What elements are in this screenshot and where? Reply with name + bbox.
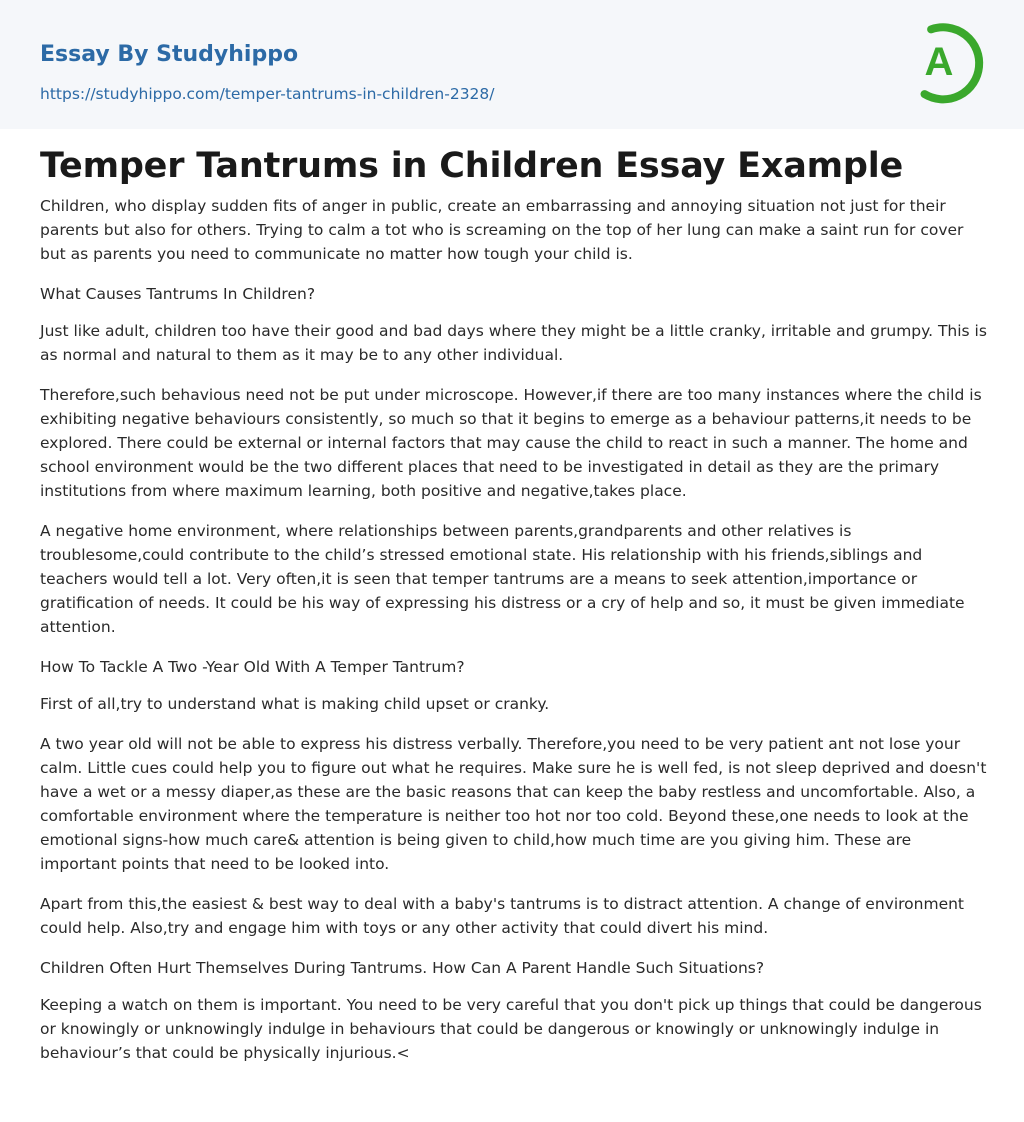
page-title: Temper Tantrums in Children Essay Example xyxy=(40,146,904,186)
essay-body xyxy=(40,194,990,1081)
body-paragraph: Just like adult, children too have their good and bad days where they might be a little cranky, irritable and grumpy. This is as normal and natural to them as it may be to any other individual. xyxy=(40,322,987,364)
essay-url-link[interactable]: https://studyhippo.com/temper-tantrums-in-children-2328/ xyxy=(40,85,495,103)
body-paragraph: Keeping a watch on them is important. You need to be very careful that you don't pick up things that could be dangerous or knowingly or unknowingly indulge in behaviours that could be dangerous or knowingly or unknowingly indulge in behaviour’s that could be physically injurious.< xyxy=(40,996,982,1062)
studyhippo-logo-icon[interactable] xyxy=(912,18,988,106)
body-paragraph: Apart from this,the easiest & best way to deal with a baby's tantrums is to distract attention. A change of environment could help. Also,try and engage him with toys or any other activity that could divert his mind. xyxy=(40,895,965,937)
body-paragraph: Therefore,such behavious need not be put under microscope. However,if there are too many instances where the child is exhibiting negative behaviours consistently, so much so that it begins to emerge as a behaviour patterns,it needs to be explored. There could be external or internal factors that may cause the child to react in such a manner. The home and school environment would be the two different places that need to be investigated in detail as they are the primary institutions from where maximum learning, both positive and negative,takes place. xyxy=(40,386,982,500)
logo-letter: A xyxy=(924,40,954,84)
section-question: Children Often Hurt Themselves During Tantrums. How Can A Parent Handle Such Situations? xyxy=(40,959,765,977)
body-paragraph: First of all,try to understand what is making child upset or cranky. xyxy=(40,695,550,713)
body-paragraph: A two year old will not be able to express his distress verbally. Therefore,you need to be very patient ant not lose your calm. Little cues could help you to figure out what he requires. Make sure he is well fed, is not sleep deprived and doesn't have a wet or a messy diaper,as these are the basic reasons that can keep the baby restless and uncomfortable. Also, a comfortable environment where the temperature is neither too hot nor too cold. Beyond these,one needs to look at the emotional signs-how much care& attention is being given to child,how much time are you giving him. These are important points that need to be looked into. xyxy=(40,735,987,873)
section-question: What Causes Tantrums In Children? xyxy=(40,285,316,303)
site-header xyxy=(0,0,1024,129)
section-question: How To Tackle A Two -Year Old With A Temper Tantrum? xyxy=(40,658,465,676)
body-paragraph: A negative home environment, where relationships between parents,grandparents and other relatives is troublesome,could contribute to the child’s stressed emotional state. His relationship with his friends,siblings and teachers would tell a lot. Very often,it is seen that temper tantrums are a means to seek attention,importance or gratification of needs. It could be his way of expressing his distress or a cry of help and so, it must be given immediate attention. xyxy=(40,522,965,636)
site-brand[interactable]: Essay By Studyhippo xyxy=(40,42,299,67)
intro-paragraph: Children, who display sudden fits of anger in public, create an embarrassing and annoying situation not just for their parents but also for others. Trying to calm a tot who is screaming on the top of her lung can make a saint run for cover but as parents you need to communicate no matter how tough your child is. xyxy=(40,197,964,263)
